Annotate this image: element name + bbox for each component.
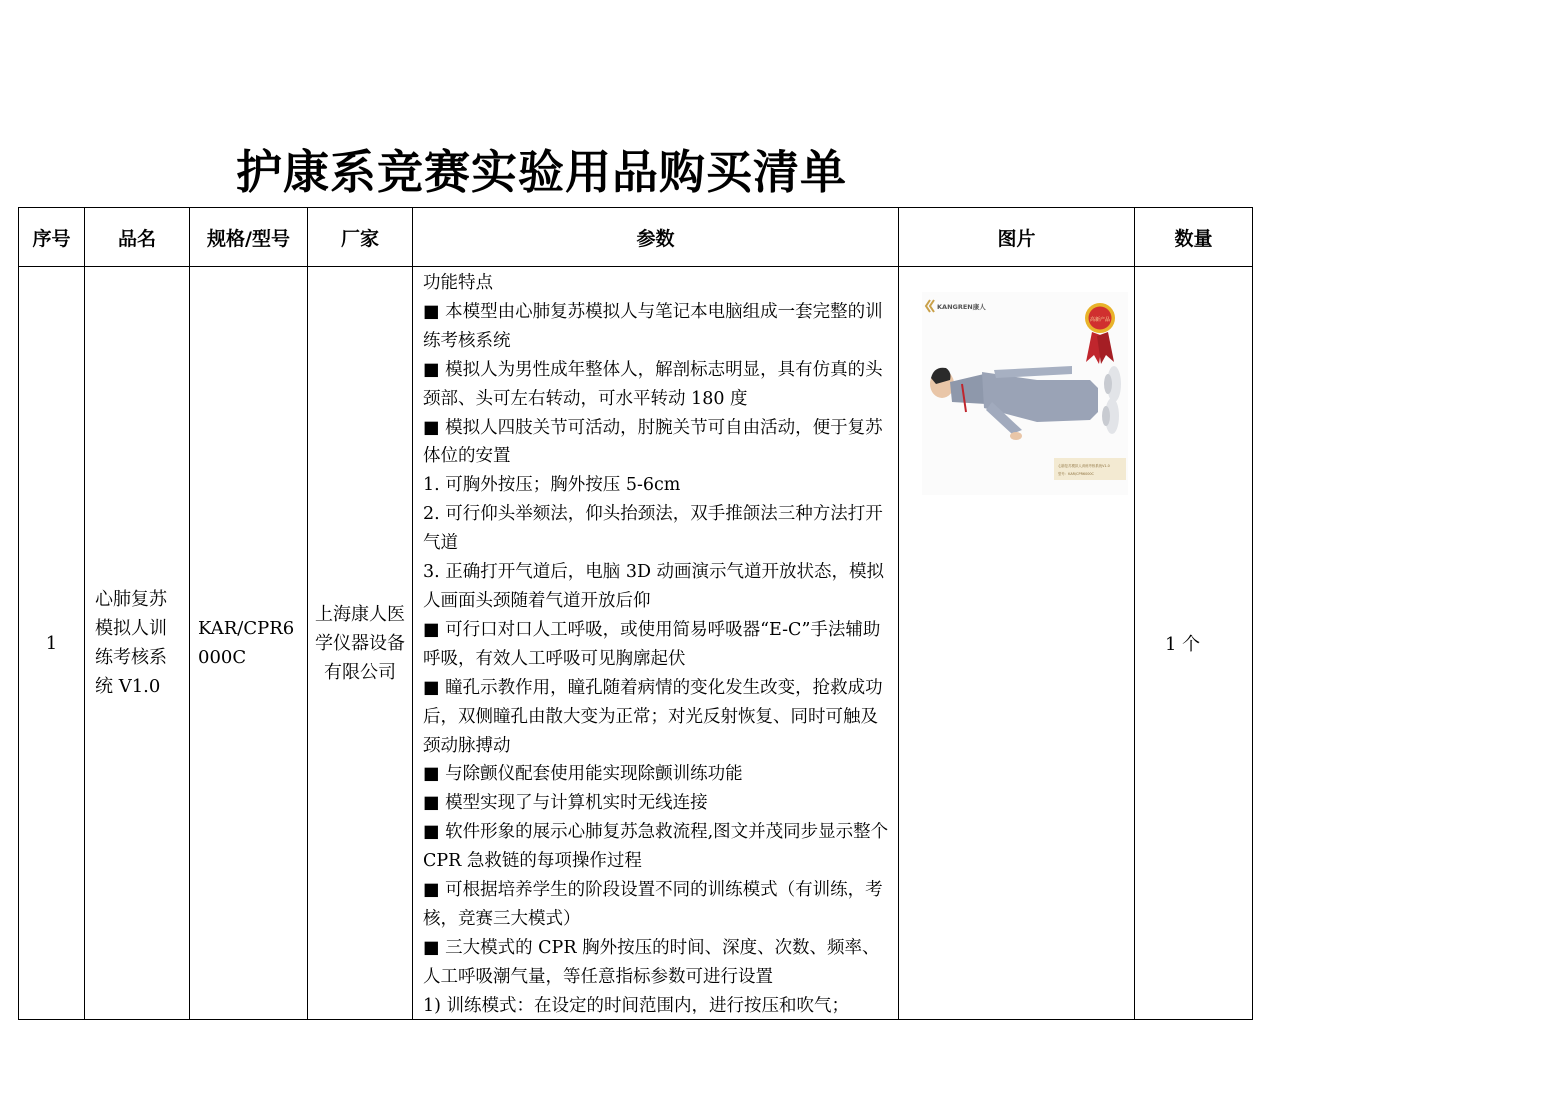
param-line: ■ 模型实现了与计算机实时无线连接 [423, 793, 708, 814]
table-row [19, 267, 1253, 1020]
header-name: 品名 [85, 208, 190, 267]
param-line: 2. 可行仰头举颏法，仰头抬颈法，双手推颌法三种方法打开气道 [423, 504, 883, 554]
caption-model-text: 型号：KAR/CPR6000C [1058, 472, 1094, 476]
header-model: 规格/型号 [190, 208, 308, 267]
param-line: ■ 三大模式的 CPR 胸外按压的时间、深度、次数、频率、人工呼吸潮气量，等任意指标参数可进行设置 [423, 937, 880, 987]
purchase-table [18, 207, 1253, 1020]
param-line: ■ 本模型由心肺复苏模拟人与笔记本电脑组成一套完整的训练考核系统 [423, 301, 883, 351]
param-line: ■ 可行口对口人工呼吸，或使用简易呼吸器“E-C”手法辅助呼吸，有效人工呼吸可见胸廓起伏 [423, 619, 881, 669]
header-row [19, 208, 1253, 267]
param-line: 1. 可胸外按压；胸外按压 5-6cm [423, 475, 681, 496]
param-line: 功能特点 [423, 273, 493, 293]
param-line: ■ 模拟人四肢关节可活动，肘腕关节可自由活动，便于复苏体位的安置 [423, 417, 883, 467]
page-title: 护康系竞赛实验用品购买清单 [236, 145, 847, 199]
manufacturer: 上海康人医学仪器设备有限公司 [308, 267, 413, 1020]
brand-text: KANGREN康人 [937, 303, 986, 311]
product-model: KAR/CPR6000C [190, 267, 308, 1020]
header-params: 参数 [413, 208, 899, 267]
parameters-cell [413, 267, 899, 1020]
param-line: ■ 模拟人为男性成年整体人，解剖标志明显，具有仿真的头颈部、头可左右转动，可水平转动 180 度 [423, 359, 883, 409]
product-image [922, 292, 1128, 495]
header-maker: 厂家 [308, 208, 413, 267]
parameters-list [423, 269, 890, 1014]
header-image: 图片 [899, 208, 1135, 267]
manikin-illustration [922, 292, 1128, 495]
product-name: 心肺复苏模拟人训练考核系统 V1.0 [85, 267, 190, 1020]
header-quantity: 数量 [1135, 208, 1253, 267]
caption-plate [1054, 458, 1126, 480]
param-line: 3. 正确打开气道后，电脑 3D 动画演示气道开放状态，模拟人画面头颈随着气道开放后仰 [423, 562, 885, 611]
header-index: 序号 [19, 208, 85, 267]
param-line: ■ 与除颤仪配套使用能实现除颤训练功能 [423, 764, 743, 785]
param-line: ■ 瞳孔示教作用，瞳孔随着病情的变化发生改变，抢救成功后，双侧瞳孔由散大变为正常；对光反射恢复、同时可触及颈动脉搏动 [423, 677, 883, 756]
badge-text: 高新产品 [1089, 317, 1111, 323]
quantity: 1 个 [1135, 267, 1253, 1020]
caption-text: 心肺复苏模拟人训练考核系统V1.0 [1058, 464, 1110, 468]
param-line: ■ 可根据培养学生的阶段设置不同的训练模式（有训练，考核，竞赛三大模式） [423, 880, 883, 929]
row-index: 1 [19, 267, 85, 1020]
param-line: 1) 训练模式：在设定的时间范围内，进行按压和吹气； [423, 995, 850, 1014]
image-cell [899, 267, 1135, 1020]
param-line: ■ 软件形象的展示心肺复苏急救流程,图文并茂同步显示整个 CPR 急救链的每项操作过程 [423, 822, 889, 872]
